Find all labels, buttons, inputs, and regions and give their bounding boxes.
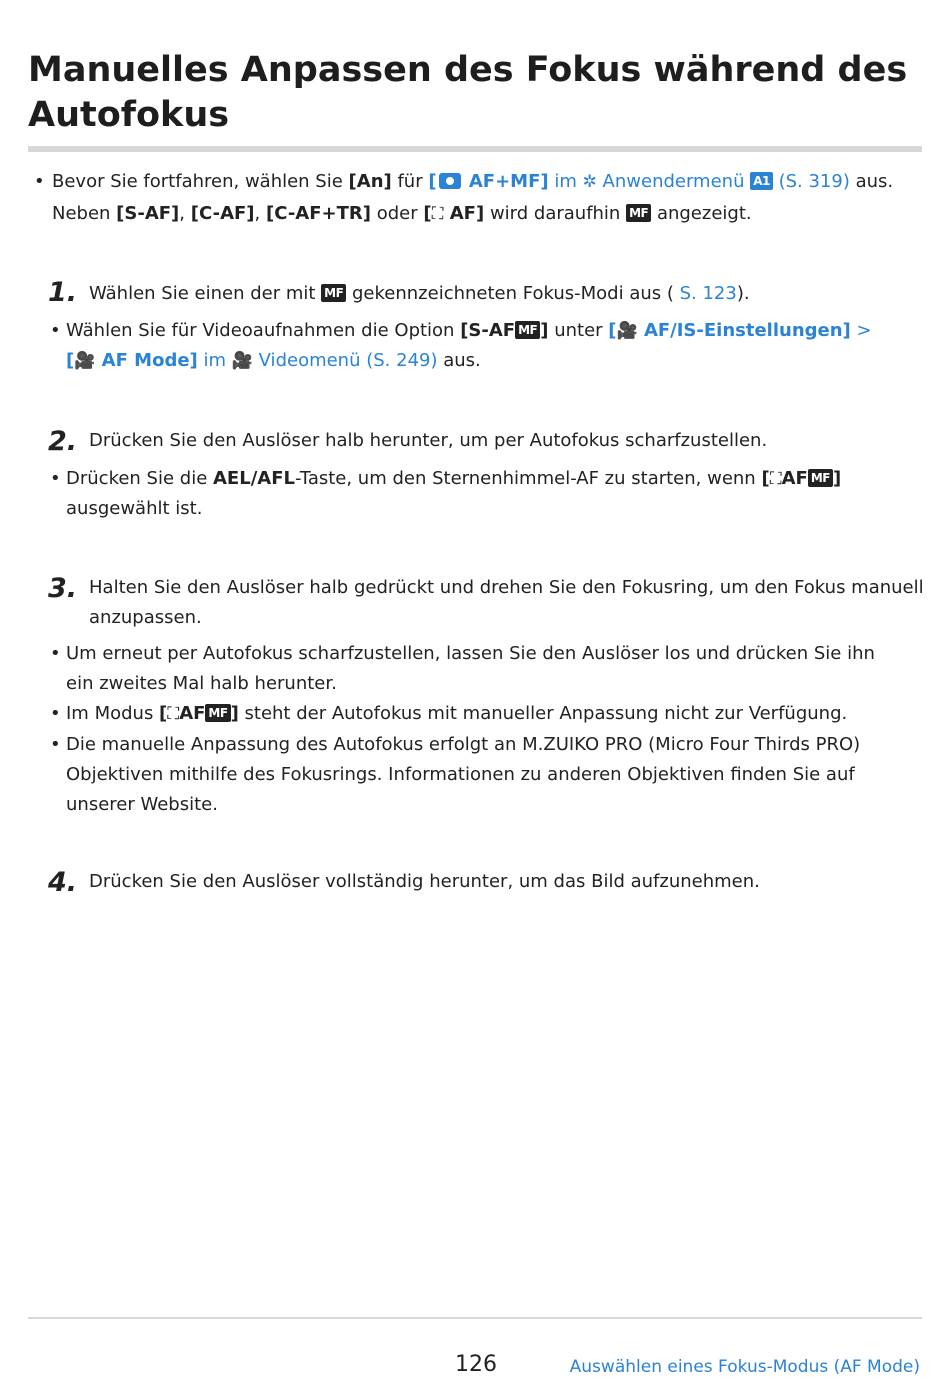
intro-text: angezeigt. <box>651 203 752 224</box>
text: gekennzeichneten Fokus-Modi aus ( <box>346 283 680 304</box>
af-mf-label: AF+MF] <box>462 171 549 192</box>
af-label: AF <box>179 703 206 724</box>
video-camera-icon: 🎥 <box>616 321 638 341</box>
camera-icon <box>439 173 461 189</box>
af-is-label: AF/IS-Einstellungen] <box>637 320 851 341</box>
bracket: ] <box>230 703 239 724</box>
footer-divider <box>28 1317 922 1319</box>
step-text <box>89 279 929 309</box>
step-number: 2. <box>48 426 78 457</box>
custom-menu-label: Anwendermenü <box>596 171 751 192</box>
intro-text: wird daraufhin <box>484 203 627 224</box>
text: ausgewählt ist. <box>66 498 203 519</box>
intro-note <box>34 166 912 230</box>
bracket: [ <box>159 703 168 724</box>
page-link[interactable]: S. 123 <box>679 283 737 304</box>
intro-text: oder <box>370 203 424 224</box>
star-af-icon: ⛶ <box>167 704 180 724</box>
bullet-icon: • <box>50 703 61 724</box>
bullet-icon: • <box>50 734 61 755</box>
mf-icon: MF <box>205 704 230 722</box>
af-mf-menu-link[interactable] <box>428 171 850 192</box>
intro-text: Neben <box>52 203 117 224</box>
intro-text: für <box>391 171 429 192</box>
page-ref: (S. 319) <box>772 171 850 192</box>
text: Drücken Sie die <box>66 468 213 489</box>
gear-icon: ✲ <box>582 172 597 192</box>
text: steht der Autofokus mit manueller Anpassung nicht zur Verfügung. <box>238 703 848 724</box>
text: -Taste, um den Sternenhimmel-AF zu starten, wenn <box>294 468 762 489</box>
separator: , <box>179 203 191 224</box>
step-1-video-note <box>50 316 886 376</box>
star-af-label: AF] <box>443 203 485 224</box>
bracket: [ <box>428 171 437 192</box>
bracket: [ <box>423 203 432 224</box>
step-number: 3. <box>48 573 78 604</box>
bracket: ] <box>540 320 549 341</box>
mf-icon: MF <box>321 284 346 302</box>
bracket: [ <box>66 350 75 371</box>
text: Wählen Sie für Videoaufnahmen die Option <box>66 320 461 341</box>
text: Die manuelle Anpassung des Autofokus erfolgt an M.ZUIKO PRO (Micro Four Thirds PRO) Objektiven mithilfe des Fokusrings. Informationen zu anderen Objektiven finden Sie auf unserer Website. <box>66 734 861 815</box>
step-text: Halten Sie den Auslöser halb gedrückt und drehen Sie den Fokusring, um den Fokus manuell anzupassen. <box>89 577 924 628</box>
af-is-settings-link[interactable] <box>608 320 871 341</box>
a1-badge: A1 <box>750 172 773 190</box>
step-3-note-2 <box>50 699 886 729</box>
mode-c-af-tr: [C-AF+TR] <box>265 203 371 224</box>
mf-icon: MF <box>626 204 651 222</box>
mode-s-af: [S-AF] <box>116 203 180 224</box>
bullet-icon: • <box>34 171 45 192</box>
step-number: 4. <box>48 867 78 898</box>
text: ). <box>736 283 750 304</box>
af-mode-link[interactable] <box>66 350 438 371</box>
page-title: Manuelles Anpassen des Fokus während des Autofokus <box>28 50 908 135</box>
video-camera-icon: 🎥 <box>231 351 253 371</box>
mf-icon: MF <box>515 321 540 339</box>
text: aus. <box>437 350 481 371</box>
text: Um erneut per Autofokus scharfzustellen, lassen Sie den Auslöser los und drücken Sie ihn ein zweites Mal halb herunter. <box>66 643 875 694</box>
af-label: AF <box>781 468 808 489</box>
page-number: 126 <box>455 1352 497 1377</box>
step-2-note <box>50 464 886 524</box>
text: Im Modus <box>66 703 160 724</box>
bracket: [ <box>761 468 770 489</box>
step-text: Drücken Sie den Auslöser vollständig herunter, um das Bild aufzunehmen. <box>89 871 760 892</box>
step-text: Drücken Sie den Auslöser halb herunter, um per Autofokus scharfzustellen. <box>89 430 768 451</box>
intro-option: [An] <box>348 171 392 192</box>
step-3-note-1 <box>50 639 886 699</box>
section-link[interactable]: Auswählen eines Fokus-Modus (AF Mode) <box>569 1357 920 1377</box>
ael-afl-key: AEL/AFL <box>213 468 295 489</box>
bullet-icon: • <box>50 320 61 341</box>
text: unter <box>548 320 609 341</box>
intro-text: Bevor Sie fortfahren, wählen Sie <box>52 171 349 192</box>
bullet-icon: • <box>50 468 61 489</box>
link-text: im <box>197 350 232 371</box>
bracket: ] <box>832 468 842 489</box>
intro-text: aus. <box>849 171 894 192</box>
option-label: [S-AF <box>460 320 516 341</box>
video-menu-label: Videomenü (S. 249) <box>252 350 438 371</box>
mode-c-af: [C-AF] <box>190 203 255 224</box>
arrow: > <box>850 320 872 341</box>
step-3-note-3 <box>50 730 886 820</box>
separator: , <box>254 203 266 224</box>
link-text: im <box>548 171 583 192</box>
step-number: 1. <box>48 277 78 308</box>
bullet-icon: • <box>50 643 61 664</box>
bracket: [ <box>608 320 617 341</box>
af-mode-label: AF Mode] <box>95 350 198 371</box>
star-af-icon: ⛶ <box>769 469 782 489</box>
star-af-icon: ⛶ <box>431 204 444 224</box>
text: Wählen Sie einen der mit <box>89 283 322 304</box>
video-camera-icon: 🎥 <box>74 351 96 371</box>
title-divider <box>28 146 922 152</box>
mf-icon: MF <box>808 469 833 487</box>
